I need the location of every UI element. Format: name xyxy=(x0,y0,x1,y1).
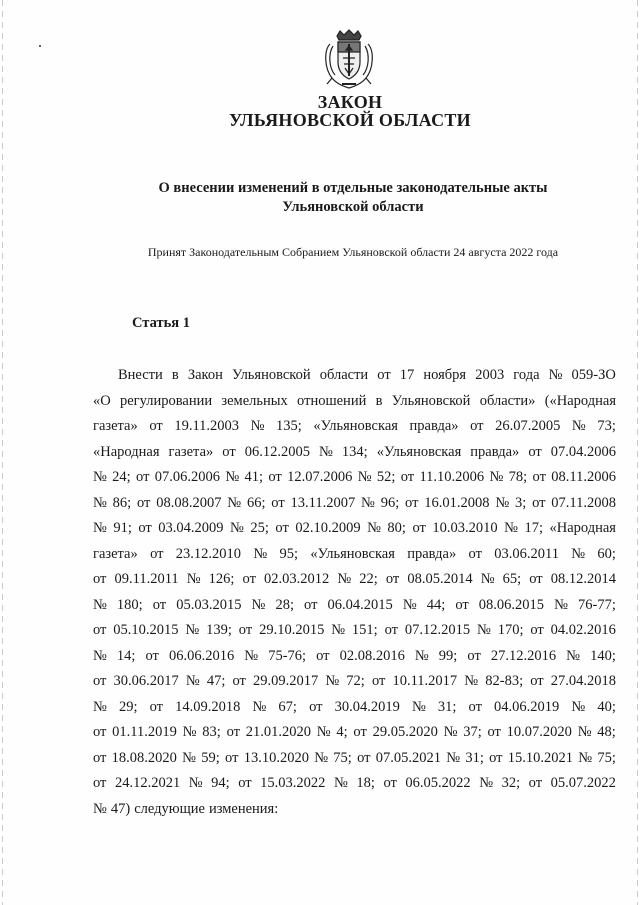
word: 25; xyxy=(250,520,269,536)
word: 47; xyxy=(206,673,226,689)
word: 73; xyxy=(597,418,616,434)
article-line xyxy=(93,593,616,619)
word: 40; xyxy=(597,698,616,715)
word: газета» xyxy=(168,443,214,460)
article-line xyxy=(93,516,616,542)
word: 04.02.2016 xyxy=(550,622,616,638)
word: 47) xyxy=(110,800,131,817)
word: 86; xyxy=(112,494,132,511)
word: 140; xyxy=(590,647,616,664)
word: 15.03.2022 xyxy=(260,775,326,791)
article-line xyxy=(93,746,616,772)
word: от xyxy=(532,469,546,485)
word: 41; xyxy=(244,469,264,485)
word: № xyxy=(480,571,495,587)
word: Ульяновской xyxy=(391,392,471,409)
word: № xyxy=(182,749,196,766)
word: 07.05.2021 xyxy=(375,749,441,766)
word: 3; xyxy=(514,494,527,511)
article-line xyxy=(93,618,616,644)
word: 19.11.2003 xyxy=(174,418,240,434)
law-subject-line-1: О внесении изменений в отдельные законодательные акты xyxy=(158,180,548,196)
word: 02.10.2009 xyxy=(295,520,361,536)
article-line xyxy=(93,491,616,517)
word: 31; xyxy=(465,749,484,766)
adoption-note: Принят Законодательным Собранием Ульяновской области 24 августа 2022 года xyxy=(147,245,559,259)
word: № xyxy=(577,724,592,740)
law-subject-line-2: Ульяновской области xyxy=(282,199,424,215)
word: 03.04.2009 xyxy=(158,520,224,536)
word: от xyxy=(225,749,239,766)
word: от xyxy=(383,775,397,791)
word: № xyxy=(361,494,375,511)
word: от xyxy=(152,596,167,613)
word: 12.07.2006 xyxy=(287,469,353,485)
word: от xyxy=(275,520,289,536)
word: «Ульяновская xyxy=(313,418,398,434)
word: 31; xyxy=(437,698,457,715)
word: 06.06.2016 xyxy=(168,647,235,664)
article-line xyxy=(93,465,616,491)
word: № xyxy=(252,698,267,715)
scan-speck xyxy=(39,45,41,47)
word: 08.06.2015 xyxy=(478,596,545,613)
word: № xyxy=(464,673,479,689)
word: от xyxy=(412,520,426,536)
word: от xyxy=(468,698,482,715)
word: от xyxy=(222,443,236,460)
word: № xyxy=(244,647,259,664)
word: 16.01.2008 xyxy=(424,494,490,511)
word: 75-76; xyxy=(268,647,307,664)
word: от xyxy=(385,571,400,587)
word: 52; xyxy=(376,469,396,485)
word: № xyxy=(495,494,510,511)
word: от xyxy=(93,775,107,791)
word: правда» xyxy=(409,418,459,434)
word: от xyxy=(268,469,282,485)
word: от xyxy=(93,749,107,766)
word: от xyxy=(529,571,543,587)
scan-edge-left xyxy=(2,0,3,905)
word: от xyxy=(93,724,107,740)
word: № xyxy=(227,494,242,511)
word: от xyxy=(467,647,481,664)
word: № xyxy=(319,443,333,460)
article-line xyxy=(93,797,616,823)
word: в xyxy=(375,392,383,409)
word: 72; xyxy=(346,673,365,689)
word: 14; xyxy=(116,647,136,664)
word: изменения: xyxy=(208,800,279,817)
word: 13.10.2020 xyxy=(243,749,309,766)
word: от xyxy=(93,673,107,689)
word: № xyxy=(93,596,107,613)
word: № xyxy=(402,596,417,613)
word: 06.05.2022 xyxy=(405,775,471,791)
word: 18; xyxy=(356,775,375,791)
word: от xyxy=(371,673,386,689)
word: 94; xyxy=(211,775,230,791)
word: № xyxy=(93,469,107,485)
law-subject xyxy=(0,179,640,217)
word: 60; xyxy=(597,545,616,562)
word: 44; xyxy=(426,596,446,613)
word: от xyxy=(400,469,415,485)
article-line xyxy=(93,567,616,593)
word: «О xyxy=(93,392,111,409)
word: № xyxy=(331,622,346,638)
article-line xyxy=(93,414,616,440)
word: 14.09.2018 xyxy=(175,698,241,715)
word: 29.05.2020 xyxy=(372,724,438,740)
word: № xyxy=(566,647,581,664)
word: № xyxy=(251,596,266,613)
word: 23.12.2010 xyxy=(175,545,242,562)
word: 10.11.2017 xyxy=(392,673,458,689)
word: № xyxy=(414,647,429,664)
word: 66; xyxy=(246,494,266,511)
word: газета» xyxy=(93,418,138,434)
word: 32; xyxy=(501,775,521,791)
word: «Народная xyxy=(549,520,616,536)
word: 75; xyxy=(597,749,616,766)
word: ноября xyxy=(423,367,467,383)
word: Закон xyxy=(187,367,223,383)
word: от xyxy=(238,775,252,791)
article-body xyxy=(93,363,616,822)
word: № xyxy=(337,571,352,587)
word: 170; xyxy=(497,622,524,638)
word: от xyxy=(470,418,484,434)
word: 76-77; xyxy=(578,596,616,613)
word: земельных xyxy=(221,392,288,409)
word: № xyxy=(571,545,586,562)
word: 80; xyxy=(387,520,406,536)
word: от xyxy=(138,520,152,536)
word: № xyxy=(333,775,348,791)
word: № xyxy=(93,800,107,817)
article-line xyxy=(93,440,616,466)
word: от xyxy=(93,571,107,587)
word: 13.11.2007 xyxy=(290,494,356,511)
article-line xyxy=(93,363,616,389)
word: № xyxy=(554,596,568,613)
word: 08.12.2014 xyxy=(550,571,616,587)
article-line xyxy=(93,669,616,695)
word: 18.08.2020 xyxy=(111,749,177,766)
word: № xyxy=(314,749,329,766)
word: отношений xyxy=(297,392,367,409)
word: № xyxy=(476,622,491,638)
word: № xyxy=(367,520,381,536)
word: 17; xyxy=(524,520,543,536)
word: 96; xyxy=(380,494,400,511)
word: № xyxy=(93,520,107,536)
word: 4; xyxy=(336,724,348,740)
law-title-line-2: УЛЬЯНОВСКОЙ ОБЛАСТИ xyxy=(229,110,471,130)
word: 28; xyxy=(275,596,294,613)
word: № xyxy=(93,494,107,511)
word: 24.12.2021 xyxy=(114,775,181,791)
word: следующие xyxy=(134,800,205,817)
word: № xyxy=(325,673,340,689)
article-line xyxy=(93,542,616,568)
word: в xyxy=(171,367,179,383)
word: № xyxy=(411,698,426,715)
word: от xyxy=(455,596,469,613)
word: области xyxy=(319,367,369,383)
word: 180; xyxy=(116,596,143,613)
word: от xyxy=(353,724,367,740)
word: № xyxy=(93,698,107,715)
word: Ульяновской xyxy=(231,367,311,383)
word: 2003 xyxy=(475,367,505,383)
word: 75; xyxy=(333,749,352,766)
article-heading: Статья 1 xyxy=(132,315,190,331)
article-line xyxy=(93,771,616,797)
word: 83; xyxy=(202,724,221,740)
word: 26.07.2005 xyxy=(495,418,561,434)
word: от xyxy=(532,494,546,511)
word: 10.07.2020 xyxy=(506,724,572,740)
word: от xyxy=(316,647,330,664)
scan-edge-right xyxy=(637,0,638,905)
word: «Ульяновская xyxy=(310,545,395,562)
word: 05.07.2022 xyxy=(550,775,616,791)
word: 06.12.2005 xyxy=(244,443,310,460)
word: Внести xyxy=(118,367,163,383)
word: от xyxy=(150,545,164,562)
word: от xyxy=(238,622,253,638)
word: года xyxy=(513,367,540,383)
word: 09.11.2011 xyxy=(114,571,179,587)
word: № xyxy=(230,520,244,536)
word: от xyxy=(530,622,544,638)
word: 48; xyxy=(597,724,616,740)
word: от xyxy=(528,443,542,460)
word: от xyxy=(93,622,107,638)
word: № xyxy=(185,622,200,638)
word: 03.06.2011 xyxy=(494,545,559,562)
word: 08.11.2006 xyxy=(551,469,616,485)
word: 06.04.2015 xyxy=(327,596,393,613)
word: от xyxy=(377,367,391,383)
word: от xyxy=(530,673,544,689)
word: 135; xyxy=(276,418,302,434)
word: 78; xyxy=(508,469,528,485)
word: от xyxy=(528,775,543,791)
word: от xyxy=(489,749,503,766)
word: от xyxy=(149,418,163,434)
word: № xyxy=(250,418,265,434)
word: № xyxy=(316,724,331,740)
word: от xyxy=(137,494,151,511)
word: 08.05.2014 xyxy=(407,571,473,587)
word: от xyxy=(226,724,240,740)
word: от xyxy=(149,698,163,715)
article-line xyxy=(93,695,616,721)
word: № xyxy=(188,775,203,791)
word: № xyxy=(182,724,197,740)
word: № xyxy=(548,367,563,383)
word: № xyxy=(185,673,200,689)
word: регулировании xyxy=(120,392,213,409)
word: 29.09.2017 xyxy=(252,673,319,689)
word: 27.12.2016 xyxy=(490,647,557,664)
word: 37; xyxy=(463,724,482,740)
word: 17 xyxy=(399,367,415,383)
word: № xyxy=(479,775,494,791)
word: № xyxy=(489,469,504,485)
word: 29; xyxy=(118,698,138,715)
word: 134; xyxy=(341,443,368,460)
word: 30.06.2017 xyxy=(113,673,179,689)
word: 059-ЗО xyxy=(571,367,616,383)
word: от xyxy=(405,494,419,511)
word: («Народная xyxy=(544,392,616,409)
word: правда» xyxy=(470,443,520,460)
word: от xyxy=(309,698,323,715)
word: 15.10.2021 xyxy=(507,749,573,766)
word: № xyxy=(446,749,461,766)
word: 65; xyxy=(502,571,522,587)
word: № xyxy=(504,520,518,536)
word: 24; xyxy=(112,469,131,485)
word: от xyxy=(271,494,285,511)
word: № xyxy=(571,418,586,434)
word: 07.06.2006 xyxy=(154,469,221,485)
word: 22; xyxy=(359,571,378,587)
word: 59; xyxy=(201,749,220,766)
word: «Народная xyxy=(93,443,160,460)
word: 08.08.2007 xyxy=(156,494,222,511)
word: от xyxy=(145,647,159,664)
word: газета» xyxy=(93,545,138,562)
word: № xyxy=(253,545,268,562)
word: 02.08.2016 xyxy=(339,647,405,664)
word: 21.01.2020 xyxy=(245,724,311,740)
word: 30.04.2019 xyxy=(334,698,400,715)
word: от xyxy=(487,724,501,740)
word: 01.11.2019 xyxy=(112,724,177,740)
word: 05.03.2015 xyxy=(176,596,242,613)
word: № xyxy=(571,698,586,715)
word: 05.10.2015 xyxy=(113,622,179,638)
word: № xyxy=(225,469,240,485)
article-line xyxy=(93,644,616,670)
word: 07.04.2006 xyxy=(550,443,616,460)
article-line xyxy=(93,720,616,746)
word: 82-83; xyxy=(485,673,524,689)
law-title-line-1: ЗАКОН xyxy=(317,92,383,112)
word: 07.11.2008 xyxy=(551,494,616,511)
word: 126; xyxy=(208,571,235,587)
word: 07.12.2015 xyxy=(404,622,471,638)
article-line xyxy=(93,389,616,415)
word: от xyxy=(136,469,150,485)
word: 29.10.2015 xyxy=(259,622,325,638)
word: 11.10.2006 xyxy=(419,469,485,485)
word: № xyxy=(357,469,372,485)
word: 139; xyxy=(206,622,232,638)
word: 95; xyxy=(279,545,299,562)
ulyanovsk-coat-of-arms-icon xyxy=(318,28,380,90)
word: 99; xyxy=(438,647,458,664)
word: № xyxy=(443,724,458,740)
word: 04.06.2019 xyxy=(494,698,560,715)
word: от xyxy=(232,673,246,689)
word: 27.04.2018 xyxy=(550,673,616,689)
word: № xyxy=(186,571,201,587)
word: 91; xyxy=(113,520,132,536)
word: «Ульяновская xyxy=(376,443,462,460)
word: правда» xyxy=(407,545,457,562)
word: № xyxy=(578,749,593,766)
word: 67; xyxy=(278,698,297,715)
word: от xyxy=(468,545,482,562)
word: 02.03.2012 xyxy=(264,571,330,587)
word: от xyxy=(357,749,371,766)
word: от xyxy=(242,571,256,587)
word: области» xyxy=(479,392,536,409)
word: № xyxy=(93,647,107,664)
word: 151; xyxy=(351,622,378,638)
word: от xyxy=(384,622,398,638)
word: 10.03.2010 xyxy=(432,520,498,536)
word: от xyxy=(304,596,318,613)
